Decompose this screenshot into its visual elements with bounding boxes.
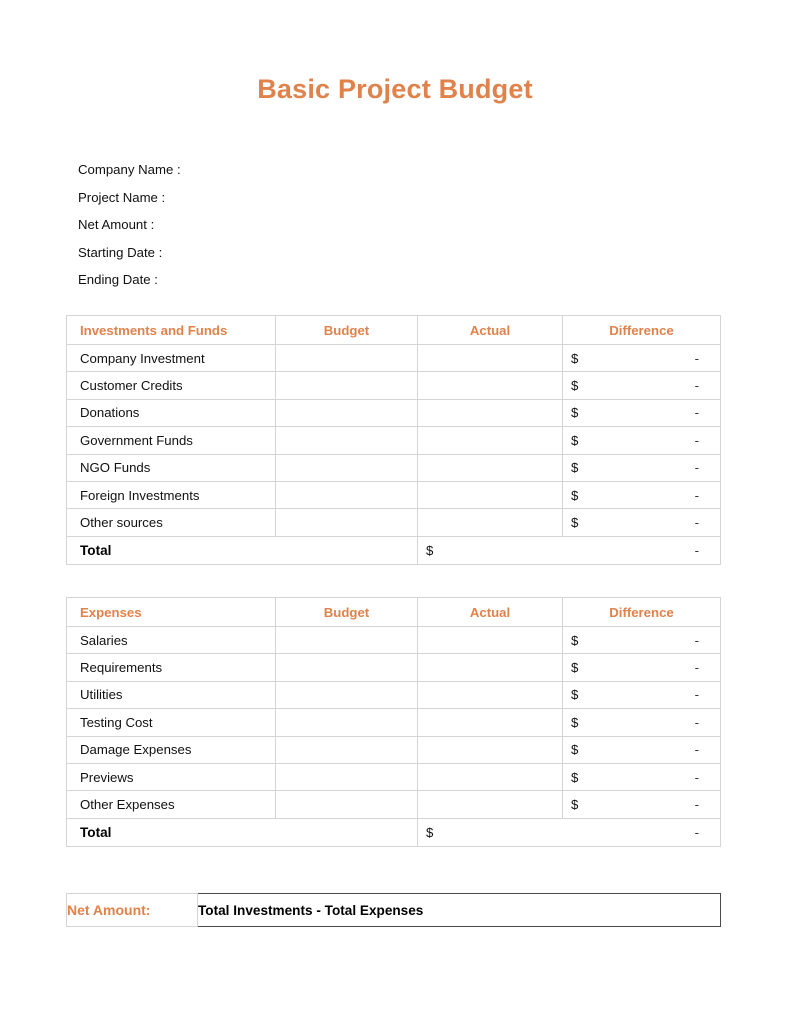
table-header-row	[67, 598, 721, 627]
field-net-amount: Net Amount :	[78, 217, 155, 232]
difference-cell	[563, 736, 721, 763]
currency-symbol: $	[571, 660, 579, 676]
difference-value: -	[694, 432, 699, 448]
header-budget: Budget	[276, 316, 418, 345]
field-project-name: Project Name :	[78, 189, 166, 205]
difference-cell	[563, 791, 721, 818]
currency-symbol: $	[571, 378, 579, 394]
table-row	[67, 763, 721, 790]
currency-symbol: $	[571, 742, 579, 758]
table-row	[67, 681, 721, 708]
difference-cell	[563, 654, 721, 681]
currency-symbol: $	[571, 769, 579, 785]
actual-input-cell[interactable]	[418, 427, 563, 454]
actual-input-cell[interactable]	[418, 345, 563, 372]
total-value-cell	[418, 536, 721, 565]
investments-total-row	[67, 536, 721, 565]
difference-value: -	[694, 769, 699, 785]
net-amount-label: Net Amount:	[67, 894, 198, 927]
project-info-fields	[78, 156, 478, 294]
row-label: NGO Funds	[67, 454, 276, 481]
difference-cell	[563, 681, 721, 708]
row-label: Damage Expenses	[67, 736, 276, 763]
budget-input-cell[interactable]	[276, 627, 418, 654]
investments-table	[66, 315, 721, 565]
actual-input-cell[interactable]	[418, 736, 563, 763]
expenses-table	[66, 597, 721, 847]
actual-input-cell[interactable]	[418, 654, 563, 681]
actual-input-cell[interactable]	[418, 681, 563, 708]
difference-cell	[563, 709, 721, 736]
row-label: Previews	[67, 763, 276, 790]
difference-cell	[563, 372, 721, 399]
difference-cell	[563, 509, 721, 536]
budget-input-cell[interactable]	[276, 791, 418, 818]
actual-input-cell[interactable]	[418, 454, 563, 481]
budget-input-cell[interactable]	[276, 372, 418, 399]
table-row	[67, 481, 721, 508]
budget-input-cell[interactable]	[276, 763, 418, 790]
actual-input-cell[interactable]	[418, 627, 563, 654]
total-label: Total	[67, 536, 418, 565]
total-amount: -	[694, 824, 699, 840]
row-label: Donations	[67, 399, 276, 426]
row-label: Utilities	[67, 681, 276, 708]
budget-input-cell[interactable]	[276, 654, 418, 681]
budget-input-cell[interactable]	[276, 427, 418, 454]
total-amount: -	[694, 542, 699, 558]
row-label: Company Investment	[67, 345, 276, 372]
net-amount-row	[67, 894, 721, 927]
table-row	[67, 372, 721, 399]
budget-input-cell[interactable]	[276, 454, 418, 481]
actual-input-cell[interactable]	[418, 372, 563, 399]
expenses-total-row	[67, 818, 721, 847]
total-label: Total	[67, 818, 418, 847]
actual-input-cell[interactable]	[418, 481, 563, 508]
table-row	[67, 345, 721, 372]
currency-symbol: $	[571, 687, 579, 703]
net-amount-formula: Total Investments - Total Expenses	[198, 894, 721, 927]
table-row	[67, 791, 721, 818]
budget-input-cell[interactable]	[276, 399, 418, 426]
field-company-name: Company Name :	[78, 162, 181, 177]
row-label: Customer Credits	[67, 372, 276, 399]
difference-cell	[563, 454, 721, 481]
currency-symbol: $	[571, 714, 579, 730]
table-row	[67, 627, 721, 654]
table-row	[67, 399, 721, 426]
currency-symbol: $	[571, 515, 579, 531]
difference-cell	[563, 481, 721, 508]
currency-symbol: $	[426, 542, 434, 558]
row-label: Foreign Investments	[67, 481, 276, 508]
budget-input-cell[interactable]	[276, 681, 418, 708]
currency-symbol: $	[571, 460, 579, 476]
currency-symbol: $	[571, 405, 579, 421]
row-label: Requirements	[67, 654, 276, 681]
table-row	[67, 454, 721, 481]
difference-value: -	[694, 515, 699, 531]
difference-value: -	[694, 660, 699, 676]
table-row	[67, 509, 721, 536]
header-difference: Difference	[563, 316, 721, 345]
budget-input-cell[interactable]	[276, 709, 418, 736]
difference-value: -	[694, 714, 699, 730]
budget-input-cell[interactable]	[276, 481, 418, 508]
actual-input-cell[interactable]	[418, 509, 563, 536]
budget-input-cell[interactable]	[276, 736, 418, 763]
row-label: Other sources	[67, 509, 276, 536]
field-starting-date: Starting Date :	[78, 244, 163, 260]
table-row	[67, 736, 721, 763]
difference-cell	[563, 399, 721, 426]
difference-value: -	[694, 797, 699, 813]
header-actual: Actual	[418, 598, 563, 627]
table-row	[67, 427, 721, 454]
difference-value: -	[694, 742, 699, 758]
table-row	[67, 709, 721, 736]
difference-cell	[563, 627, 721, 654]
table-row	[67, 654, 721, 681]
row-label: Other Expenses	[67, 791, 276, 818]
budget-input-cell[interactable]	[276, 509, 418, 536]
header-budget: Budget	[276, 598, 418, 627]
net-amount-table	[66, 893, 721, 927]
difference-cell	[563, 345, 721, 372]
currency-symbol: $	[571, 632, 579, 648]
difference-cell	[563, 763, 721, 790]
difference-cell	[563, 427, 721, 454]
actual-input-cell[interactable]	[418, 399, 563, 426]
difference-value: -	[694, 350, 699, 366]
actual-input-cell[interactable]	[418, 709, 563, 736]
budget-input-cell[interactable]	[276, 345, 418, 372]
field-ending-date: Ending Date :	[78, 272, 158, 287]
actual-input-cell[interactable]	[418, 763, 563, 790]
difference-value: -	[694, 687, 699, 703]
header-expenses: Expenses	[67, 598, 276, 627]
total-value-cell	[418, 818, 721, 847]
page-title: Basic Project Budget	[257, 74, 533, 104]
currency-symbol: $	[571, 350, 579, 366]
header-investments-and-funds: Investments and Funds	[67, 316, 276, 345]
currency-symbol: $	[426, 824, 434, 840]
actual-input-cell[interactable]	[418, 791, 563, 818]
row-label: Government Funds	[67, 427, 276, 454]
table-header-row	[67, 316, 721, 345]
currency-symbol: $	[571, 487, 579, 503]
currency-symbol: $	[571, 432, 579, 448]
difference-value: -	[694, 460, 699, 476]
difference-value: -	[694, 378, 699, 394]
difference-value: -	[694, 405, 699, 421]
header-difference: Difference	[563, 598, 721, 627]
difference-value: -	[694, 487, 699, 503]
row-label: Testing Cost	[67, 709, 276, 736]
header-actual: Actual	[418, 316, 563, 345]
difference-value: -	[694, 632, 699, 648]
currency-symbol: $	[571, 797, 579, 813]
row-label: Salaries	[67, 627, 276, 654]
